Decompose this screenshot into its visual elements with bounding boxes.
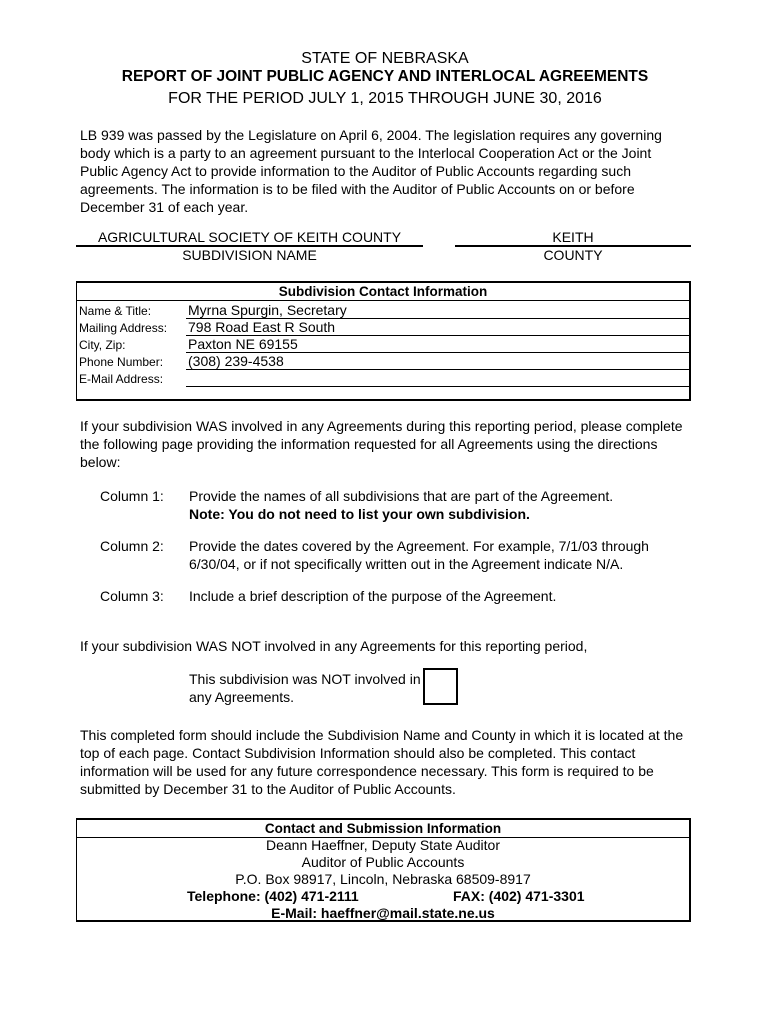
column-1-text: Provide the names of all subdivisions that are part of the Agreement. xyxy=(189,488,614,504)
fax-number: FAX: (402) 471-3301 xyxy=(453,888,585,904)
column-1-description xyxy=(189,487,689,523)
involved-line: the following page providing the information requested for all Agreements using the directions xyxy=(80,436,658,452)
report-title: REPORT OF JOINT PUBLIC AGENCY AND INTERLOCAL AGREEMENTS xyxy=(121,68,649,85)
intro-line: Public Agency Act to provide information to the Auditor of Public Accounts regarding such xyxy=(80,163,631,179)
column-2-text: Provide the dates covered by the Agreement. For example, 7/1/03 through xyxy=(189,538,649,554)
subdivision-name-field[interactable]: AGRICULTURAL SOCIETY OF KEITH COUNTY xyxy=(97,229,402,245)
completion-line: information will be used for any future correspondence necessary. This form is required to be xyxy=(80,763,654,779)
city-zip-label: City, Zip: xyxy=(79,338,126,352)
submission-email[interactable]: E-Mail: haeffner@mail.state.ne.us xyxy=(271,905,495,921)
city-zip-field[interactable]: Paxton NE 69155 xyxy=(188,336,298,352)
subdivision-name-label: SUBDIVISION NAME xyxy=(182,247,317,263)
involved-line: below: xyxy=(80,454,121,470)
county-label: COUNTY xyxy=(543,247,603,263)
completion-line: submitted by December 31 to the Auditor of Public Accounts. xyxy=(80,781,456,797)
column-2-text-2: 6/30/04, or if not specifically written out in the Agreement indicate N/A. xyxy=(189,556,624,572)
contact-box-title: Subdivision Contact Information xyxy=(278,284,488,299)
auditor-office: Auditor of Public Accounts xyxy=(301,854,465,870)
completion-line: top of each page. Contact Subdivision Information should also be completed. This contact xyxy=(80,745,636,761)
column-2-description xyxy=(189,537,689,573)
intro-line: LB 939 was passed by the Legislature on April 6, 2004. The legislation requires any governing xyxy=(80,127,662,143)
involved-paragraph xyxy=(80,417,690,471)
contact-row-phone xyxy=(77,353,689,370)
intro-line: December 31 of each year. xyxy=(80,199,249,215)
intro-paragraph xyxy=(80,126,690,216)
mailing-address-label: Mailing Address: xyxy=(79,321,168,335)
intro-line: body which is a party to an agreement pursuant to the Interlocal Cooperation Act or the Joint xyxy=(80,145,652,161)
contact-row-name xyxy=(77,302,689,319)
contact-title-rule xyxy=(77,300,689,301)
field-underline xyxy=(186,386,689,387)
not-involved-checkbox-label xyxy=(189,670,429,706)
checkbox-label-line: This subdivision was NOT involved in xyxy=(189,671,421,687)
column-2-label: Column 2: xyxy=(100,538,164,554)
auditor-address: P.O. Box 98917, Lincoln, Nebraska 68509-8917 xyxy=(235,871,531,887)
submission-box-title: Contact and Submission Information xyxy=(264,821,502,836)
not-involved-checkbox[interactable] xyxy=(423,668,458,705)
completion-paragraph xyxy=(80,726,690,798)
column-3-description: Include a brief description of the purpose of the Agreement. xyxy=(189,588,557,604)
mailing-address-field[interactable]: 798 Road East R South xyxy=(188,319,336,335)
subdivision-contact-box xyxy=(76,281,691,401)
telephone-number: Telephone: (402) 471-2111 xyxy=(187,888,359,904)
phone-number-field[interactable]: (308) 239-4538 xyxy=(188,353,284,369)
state-heading: STATE OF NEBRASKA xyxy=(301,50,469,67)
contact-row-email xyxy=(77,370,689,387)
checkbox-label-line: any Agreements. xyxy=(189,689,295,705)
contact-row-address xyxy=(77,319,689,336)
not-involved-paragraph: If your subdivision WAS NOT involved in any Agreements for this reporting period, xyxy=(80,638,588,654)
contact-row-city xyxy=(77,336,689,353)
email-address-label: E-Mail Address: xyxy=(79,372,164,386)
completion-line: This completed form should include the Subdivision Name and County in which it is located at the xyxy=(80,727,684,743)
column-1-label: Column 1: xyxy=(100,488,164,504)
name-title-field[interactable]: Myrna Spurgin, Secretary xyxy=(188,302,347,318)
report-period: FOR THE PERIOD JULY 1, 2015 THROUGH JUNE 30, 2016 xyxy=(168,90,602,107)
phone-number-label: Phone Number: xyxy=(79,355,164,369)
involved-line: If your subdivision WAS involved in any Agreements during this reporting period, please complete xyxy=(80,418,683,434)
submission-info-box xyxy=(76,818,691,922)
name-title-label: Name & Title: xyxy=(79,304,152,318)
auditor-name: Deann Haeffner, Deputy State Auditor xyxy=(265,837,500,853)
column-1-note: Note: You do not need to list your own subdivision. xyxy=(189,506,530,522)
intro-line: agreements. The information is to be filed with the Auditor of Public Accounts on or before xyxy=(80,181,635,197)
column-3-label: Column 3: xyxy=(100,588,164,604)
county-field[interactable]: KEITH xyxy=(552,229,594,245)
